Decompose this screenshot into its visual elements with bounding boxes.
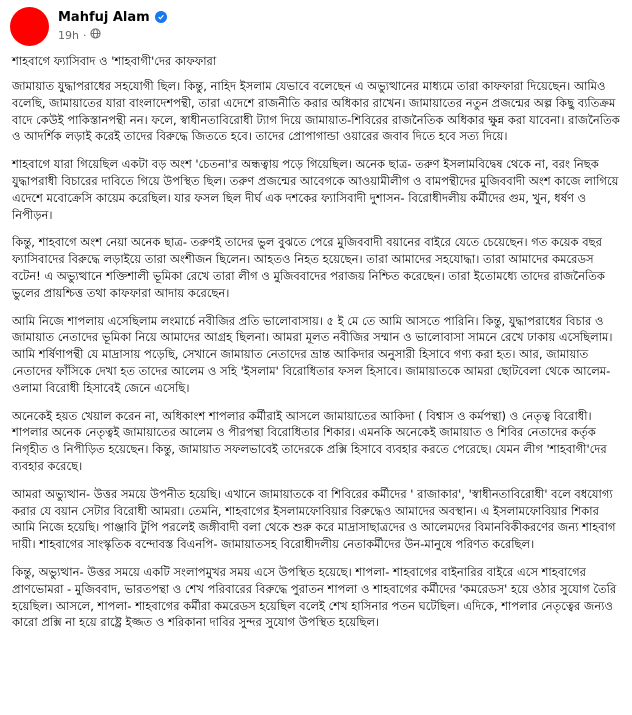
post-body [12, 78, 624, 642]
author-name[interactable]: Mahfuj Alam [58, 9, 150, 25]
post-title: শাহবাগে ফ্যাসিবাদ ও 'শাহবাগী'দের কাফফারা [12, 54, 217, 68]
globe-icon[interactable] [90, 28, 101, 42]
post-header [0, 0, 632, 48]
post-paragraph: শাহবাগে যারা গিয়েছিল একটা বড় অংশ 'চেতনা'র অন্ধত্বায় পড়ে গিয়েছিল। অনেক ছাত্র- তরুণ ইসলামবিদ্বেষ থেকে না, বরং নিছক যুদ্ধাপরাধী বিচারের দাবিতে গিয়ে উপস্থিত ছিল। তরুণ প্রজন্মের আবেগকে আওয়ামীলীগ ও বামপন্থীদের মুজিববাদী অংশ কাজে লাগিয়ে এদেশে মবোক্রেসি কায়েম করেছিল। যার ফসল ছিল দীর্ঘ এক দশকের ফ্যাসিবাদী দুশাসন- বিরোধীদলীয় কর্মীদের গুম, খুন, ধর্ষণ ও নিপীড়ন। [12, 157, 619, 222]
verified-badge-icon [155, 11, 167, 23]
post-paragraph: কিন্তু, অভ্যুত্থান- উত্তর সময়ে একটি সংলাপমুখর সময় এসে উপস্থিত হয়েছে। শাপলা- শাহবাগের বাইনারির বাইরে এসে শাহবাগের প্রাণভোমরা - মুজিববাদ, ভারতপন্থা ও শেখ পরিবারের বিরুদ্ধে পুরাতন শাপলা ও শাহবাগের কর্মীদের 'কমরেডস' হয়ে ওঠার সুযোগ তৈরি হয়েছিল। আসলে, শাপলা- শাহবাগের কর্মীরা কমরেডস হয়েছিল বলেই শেখ হাসিনার পতন ঘটেছিল। এদিকে, শাপলার নেতৃত্বের জন্যও কারো প্রক্সি না হয়ে রাষ্ট্রে ইজ্জত ও শরিকানা দাবির সুন্দর সুযোগ উপস্থিত হয়েছিল। [12, 564, 617, 630]
post-paragraph: জামায়াত যুদ্ধাপরাধের সহযোগী ছিল। কিন্তু, নাহিদ ইসলাম যেভাবে বলেছেন এ অভ্যুত্থানের মাধ্যমে তারা কাফফারা দিয়েছেন। আমিও বলেছি, জামায়াতের যারা বাংলাদেশপন্থী, তারা এদেশে রাজনীতি করার অধিকার রাখেন। জামায়াতের নতুন প্রজন্মের অল্প কিছু ব্যতিক্রম বাদে কেউই পাকিস্তানপন্থী নন। ফলে, স্বাধীনতাবিরোধী ট্যাগ দিয়ে জামায়াত-শিবিরের রাজনৈতিক অধিকার ক্ষুন্ন করা যাবেনা। রাজনৈতিক ও আদর্শিক লড়াই করেই তাদের বিরুদ্ধে জিততে হবে। তাদের প্রোপাগান্ডা ওয়ারের জবাব দিতে হবে সত্য দিয়ে। [12, 79, 620, 144]
post-paragraph: কিন্তু, শাহবাগে অংশ নেয়া অনেক ছাত্র- তরুণই তাদের ভুল বুঝতে পেরে মুজিববাদী বয়ানের বাইরে যেতে চেয়েছেন। গত কয়েক বছর ফ্যাসিবাদের বিরুদ্ধে লড়াইয়ে তারা অংশীজন ছিলেন। আহতও নিহত হয়েছেন। তারা আমাদের সহযোদ্ধা। তারা আমাদের কমরেডস বটেন! এ অভ্যুত্থানে শক্তিশালী ভূমিকা রেখে তারা লীগ ও মুজিববাদের পরাজয় নিশ্চিত করেছেন। তারা ইতোমধ্যে তাদের রাজনৈতিক ভুলের প্রায়শ্চিত্ত তথা কাফফারা আদায় করেছেন। [12, 235, 605, 300]
post-paragraph: আমি নিজে শাপলায় এসেছিলাম লংমার্চে নবীজির প্রতি ভালোবাসায়। ৫ ই মে তে আমি আসতে পারিনি। কিন্তু, যুদ্ধাপরাধের বিচার ও জামায়াত নেতাদের ভূমিকা নিয়ে আমাদের আগ্রহ ছিলনা। আমরা মূলত নবীজির সম্মান ও ভালোবাসা সামনে রেখে ঢাকায় এসেছিলাম। আমি শর্ষিণাপন্থী যে মাদ্রাসায় পড়েছি, সেখানে জামায়াত নেতাদের ভ্রান্ত আকিদার অনুসারী হিসাবে গণ্য করা হত। আর, জামায়াত নেতাদের ফাঁসিকে দেখা হত তাদের আলেম ও সহি 'ইসলাম' বিরোধিতার ফসল হিসাবে। জামায়াতকে আমরা ছোটবেলা থেকে আলেম- ওলামা বিরোধী হিসাবেই জেনে এসেছি। [12, 313, 613, 395]
meta-separator: · [82, 28, 87, 42]
post-time[interactable]: 19h [58, 28, 79, 42]
post-paragraph: অনেকেই হয়ত খেয়াল করেন না, অধিকাংশ শাপলার কর্মীরাই আসলে জামায়াতের আকিদা ( বিশ্বাস ও কর্মপন্থা) ও নেতৃত্ব বিরোধী। শাপলার অনেক নেতৃত্বই জামায়াতের আলেম ও পীরপন্থা বিরোধিতার শিকার। এমনকি অনেকেই জামায়াত ও শিবির নেতাদের কর্তৃক নিগৃহীত ও নিপীড়িত হয়েছেন। কিন্তু, জামায়াত সফলভাবেই তাদেরকে প্রক্সি হিসাবে ব্যবহার করতে পেরেছে। যেমন লীগ 'শাহবাগী'দের ব্যবহার করেছে। [12, 408, 607, 473]
post-paragraph: আমরা অভ্যুত্থান- উত্তর সময়ে উপনীত হয়েছি। এখানে জামায়াতকে বা শিবিরের কর্মীদের ' রাজাকার', 'স্বাধীনতাবিরোধী' বলে বধযোগ্য করার যে বয়ান সেটার বিরোধী আমরা। তেমনি, শাহবাগের ইসলামফোবিয়ার বিরুদ্ধেও আমাদের অবস্থান। এ ইসলামফোবিয়ার শিকার আমি নিজে হয়েছি। পাঞ্জাবি টুপি পরলেই জঙ্গীবাদী বলা থেকে শুরু করে মাদ্রাসাছাত্রদের ও আলেমদের বিমানবিকীকরণের জন্য শাহবাগ দায়ী। শাহবাগের সাংস্কৃতিক বন্দোবস্ত বিএনপি- জামায়াতসহ বিরোধীদলীয় নেতাকর্মীদের উন-মানুষে পরিণত করেছিল। [12, 486, 616, 552]
post-meta [58, 28, 101, 42]
avatar[interactable] [10, 7, 49, 46]
author-row [58, 8, 167, 26]
